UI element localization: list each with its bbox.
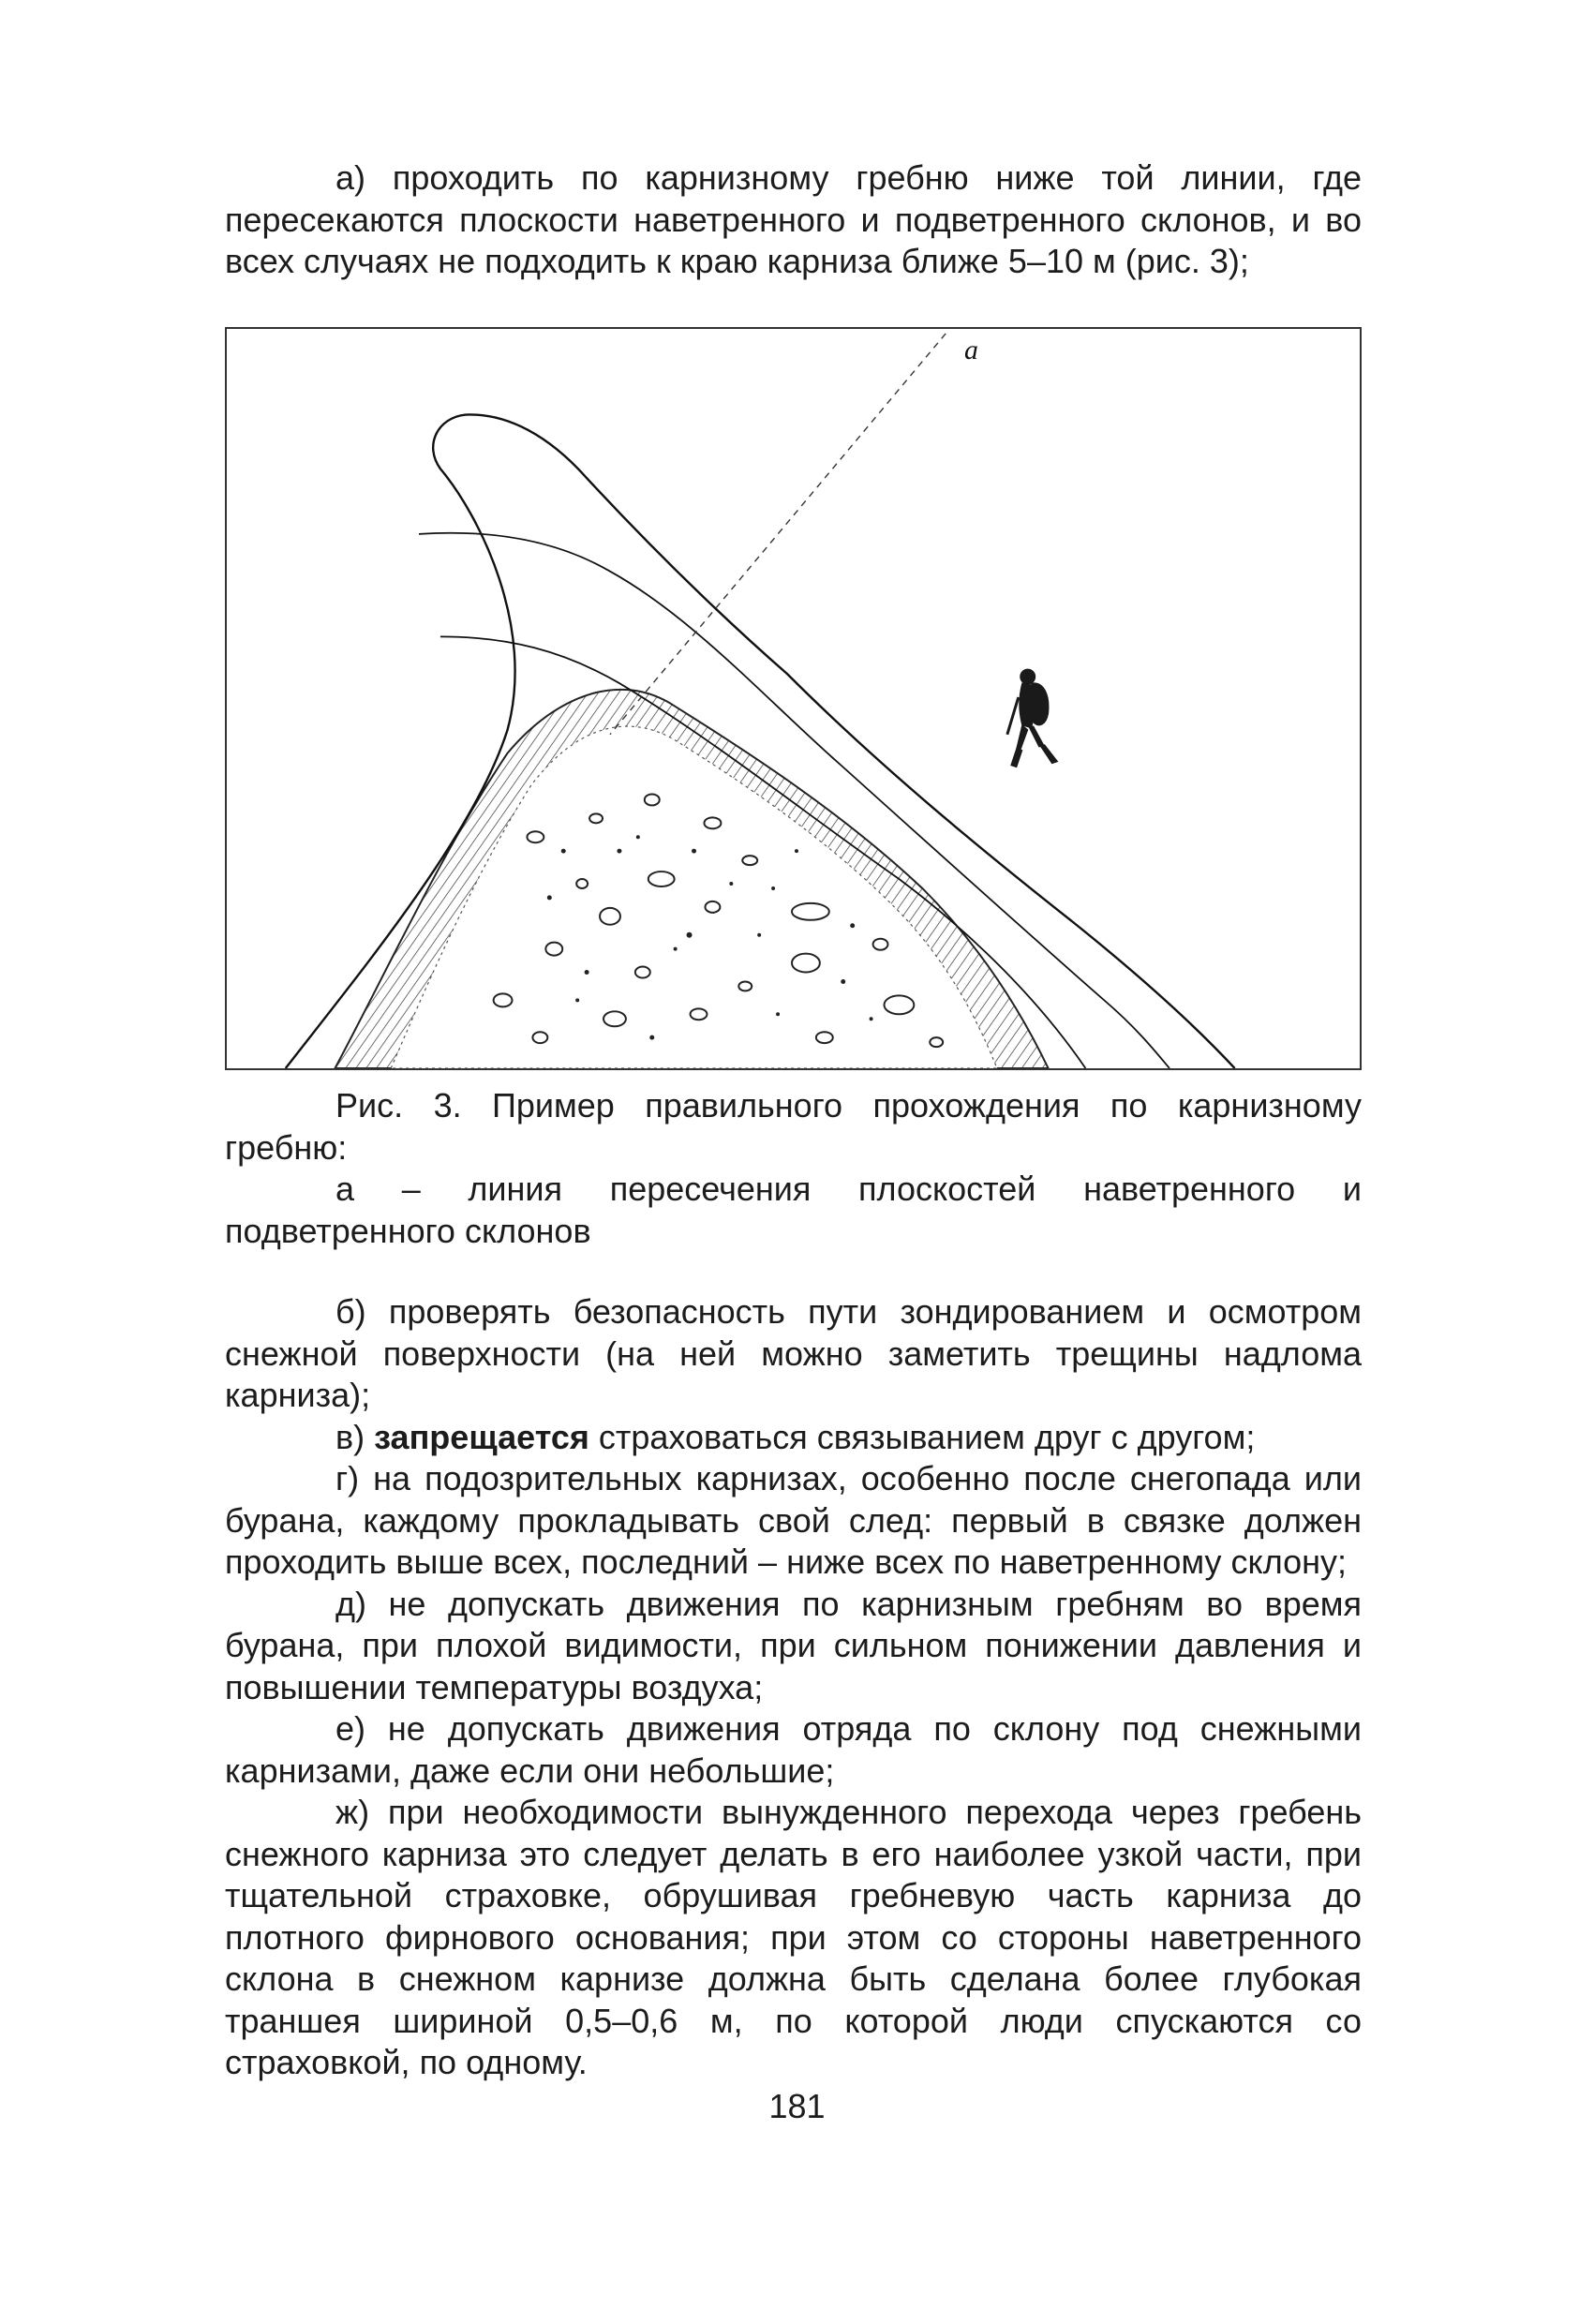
climber-figure [1007, 669, 1058, 767]
page-number: 181 [768, 2087, 826, 2125]
paragraph-e: е) не допускать движения отряда по склону под снежными карнизами, даже если они небольшие; [225, 1709, 1362, 1790]
caption-title: Рис. 3. Пример правильного прохождения по карнизному гребню: [225, 1086, 1362, 1167]
figure-caption [225, 1085, 1362, 1252]
cornice-illustration [227, 329, 1360, 1068]
rock-core [335, 690, 1048, 1068]
paragraph-v-rest: страховаться связыванием друг с другом; [588, 1417, 1256, 1456]
paragraph-v [225, 1417, 1362, 1459]
paragraph-v-prefix: в) [335, 1417, 375, 1456]
intro-text [225, 157, 1362, 283]
paragraph-v-bold: запрещается [374, 1417, 589, 1456]
rules-list [225, 1291, 1362, 2084]
figure-cornice [225, 327, 1362, 1070]
paragraph-d: д) не допускать движения по карнизным гребням во время бурана, при плохой видимости, при сильном понижении давления и повышении температуры воздуха; [225, 1584, 1362, 1706]
caption-legend: а – линия пересечения плоскостей наветренного и подветренного склонов [225, 1169, 1362, 1250]
paragraph-a: а) проходить по карнизному гребню ниже той линии, где пересекаются плоскости наветренного и подветренного склонов, и во всех случаях не подходить к краю карниза ближе 5–10 м (рис. 3); [225, 158, 1362, 280]
label-a: а [964, 334, 978, 365]
paragraph-zh: ж) при необходимости вынужденного перехода через гребень снежного карниза это следует делать в его наиболее узкой части, при тщательной страховке, обрушивая гребневую часть карниза до плотного фирнового основания; при этом со стороны наветренного склона в снежном карнизе должна быть сделана более глубокая траншея шириной 0,5–0,6 м, по которой люди спускаются со страховкой, по одному. [225, 1793, 1362, 2081]
intersection-line-a [610, 334, 946, 735]
paragraph-g: г) на подозрительных карнизах, особенно после снегопада или бурана, каждому прокладывать свой след: первый в связке должен проходить выше всех, последний – ниже всех по наветренному склону; [225, 1459, 1362, 1581]
paragraph-b: б) проверять безопасность пути зондированием и осмотром снежной поверхности (на ней можно заметить трещины надлома карниза); [225, 1292, 1362, 1414]
